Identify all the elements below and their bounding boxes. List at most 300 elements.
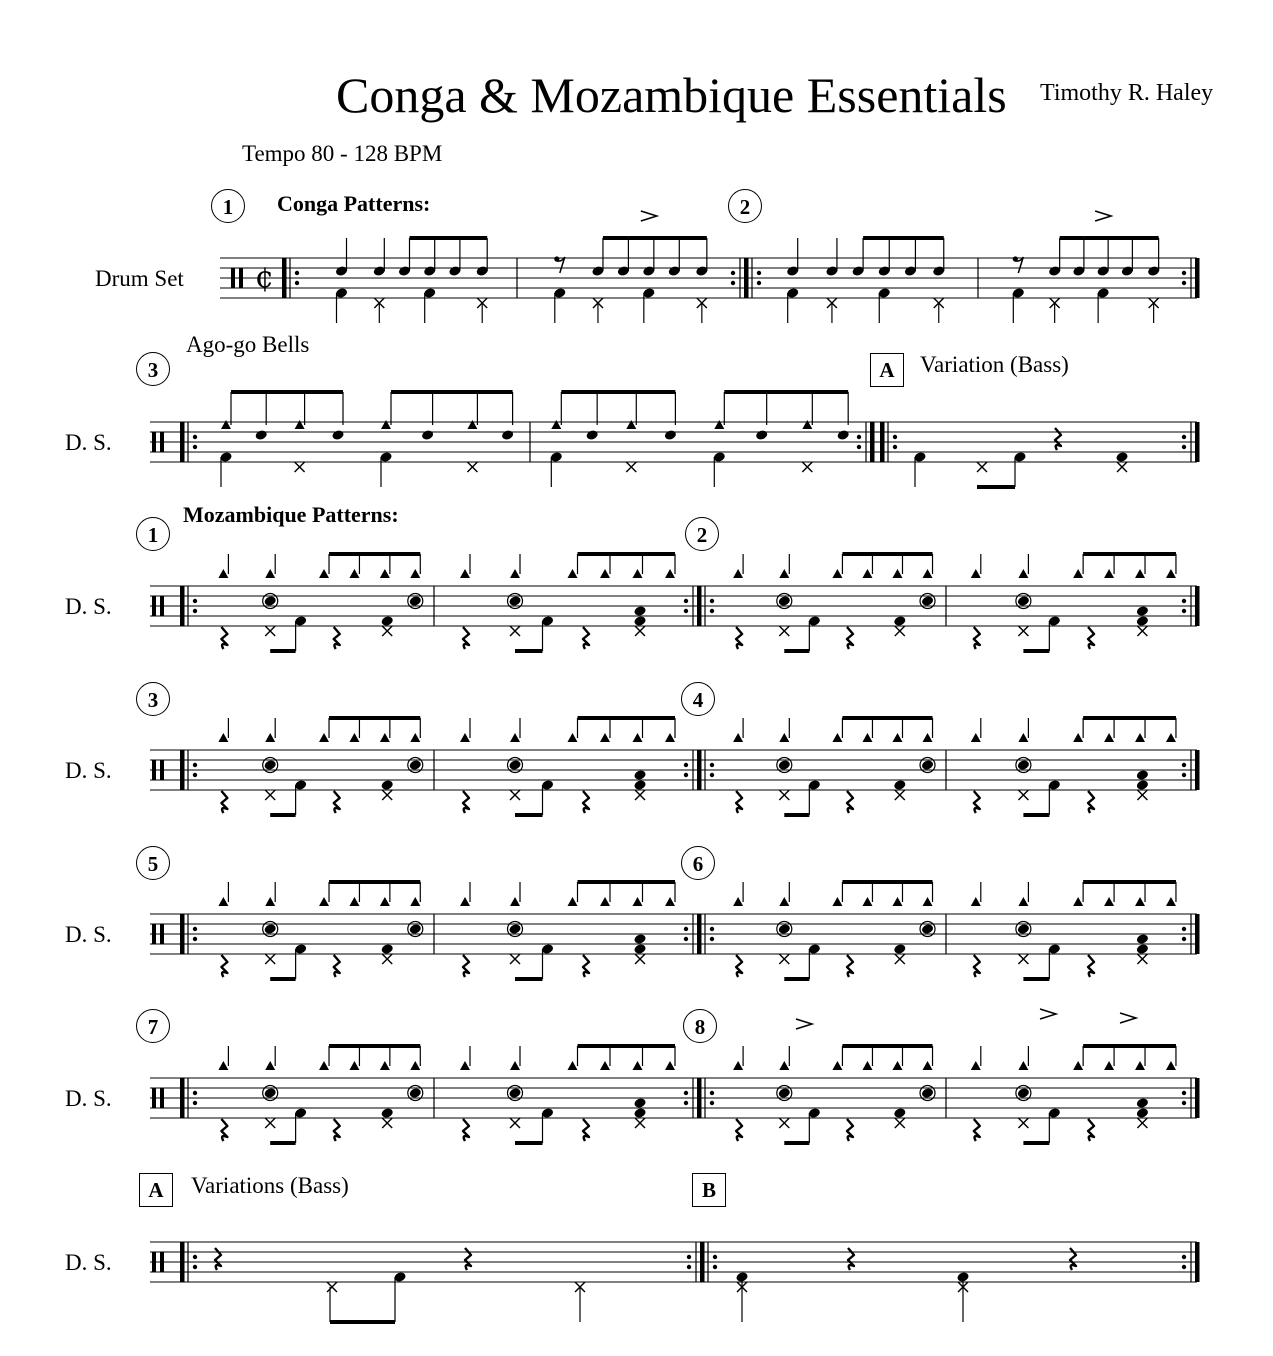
accent-mark: [1040, 1009, 1056, 1019]
triangle-notehead: [218, 569, 228, 578]
quarter-rest: [1070, 1248, 1076, 1270]
repeat-dot: [193, 445, 197, 449]
notehead: [633, 933, 646, 945]
repeat-dot: [684, 609, 688, 613]
triangle-notehead: [265, 1061, 275, 1070]
beam: [1023, 649, 1049, 653]
repeat-dot: [687, 1265, 691, 1269]
repeat-dot: [857, 445, 861, 449]
example-number-moz-8: 8: [683, 1009, 717, 1043]
triangle-notehead: [1166, 1061, 1176, 1070]
quarter-rest: [1055, 428, 1061, 450]
notehead: [508, 759, 521, 771]
quarter-rest: [736, 627, 742, 649]
triangle-notehead: [460, 569, 470, 578]
repeat-dot: [684, 1091, 688, 1095]
example-number-conga-2: 2: [728, 189, 762, 223]
repeat-dot: [1182, 445, 1186, 449]
notehead: [381, 943, 394, 955]
repeat-dot: [1182, 773, 1186, 777]
quarter-rest: [974, 1119, 980, 1141]
triangle-notehead: [714, 420, 724, 429]
quarter-rest: [847, 1119, 853, 1141]
repeat-dot: [710, 1101, 714, 1105]
notehead: [778, 923, 791, 935]
accent-mark: [1095, 211, 1111, 221]
quarter-rest: [583, 955, 589, 977]
triangle-notehead: [832, 733, 842, 742]
accent-mark: [641, 211, 657, 221]
beam: [784, 813, 809, 817]
example-number-moz-7: 7: [136, 1009, 170, 1043]
beam: [1083, 1044, 1176, 1048]
variations-label-bass: Variations (Bass): [191, 1173, 349, 1198]
repeat-dot: [684, 599, 688, 603]
notehead: [331, 429, 344, 441]
triangle-notehead: [802, 420, 812, 429]
beam: [578, 880, 676, 884]
notehead: [921, 923, 934, 935]
quarter-rest: [847, 627, 853, 649]
repeat-dot: [1182, 435, 1186, 439]
beam: [270, 1141, 295, 1145]
notehead: [1017, 1087, 1030, 1099]
beam: [270, 813, 295, 817]
repeat-dot: [193, 435, 197, 439]
rehearsal-mark-moz-a: A: [139, 1173, 173, 1207]
quarter-rest: [974, 791, 980, 813]
repeat-dot: [193, 1101, 197, 1105]
beam: [784, 1141, 809, 1145]
triangle-notehead: [410, 1061, 420, 1070]
repeat-dot: [757, 281, 761, 285]
notehead: [1136, 769, 1149, 781]
triangle-notehead: [265, 569, 275, 578]
section-heading-agogo: Ago-go Bells: [186, 332, 310, 357]
repeat-dot: [710, 609, 714, 613]
example-number-conga-1: 1: [211, 189, 245, 223]
triangle-notehead: [265, 733, 275, 742]
repeat-dot: [710, 927, 714, 931]
triangle-notehead: [460, 733, 470, 742]
triangle-notehead: [832, 1061, 842, 1070]
repeat-dot: [1182, 271, 1186, 275]
notehead: [409, 923, 422, 935]
notehead: [1136, 933, 1149, 945]
triangle-notehead: [733, 733, 743, 742]
triangle-notehead: [319, 897, 329, 906]
quarter-rest: [463, 791, 469, 813]
triangle-notehead: [218, 1061, 228, 1070]
example-number-moz-1: 1: [136, 517, 170, 551]
triangle-notehead: [665, 569, 675, 578]
repeat-dot: [684, 1101, 688, 1105]
quarter-rest: [847, 791, 853, 813]
quarter-rest: [583, 791, 589, 813]
triangle-notehead: [779, 897, 789, 906]
repeat-dot: [757, 271, 761, 275]
quarter-rest: [736, 955, 742, 977]
notehead: [381, 615, 394, 627]
repeat-dot: [193, 1255, 197, 1259]
triangle-notehead: [295, 420, 305, 429]
triangle-notehead: [460, 897, 470, 906]
triangle-notehead: [733, 1061, 743, 1070]
triangle-notehead: [862, 733, 872, 742]
beam: [842, 716, 932, 720]
notehead: [381, 1107, 394, 1119]
repeat-dot: [1182, 1255, 1186, 1259]
triangle-notehead: [568, 1061, 578, 1070]
triangle-notehead: [1135, 1061, 1145, 1070]
repeat-dot: [1182, 1091, 1186, 1095]
repeat-dot: [193, 1265, 197, 1269]
quarter-rest: [1088, 1119, 1094, 1141]
beam: [515, 1141, 543, 1145]
repeat-dot: [893, 445, 897, 449]
triangle-notehead: [892, 1061, 902, 1070]
beam: [863, 236, 944, 240]
triangle-notehead: [1135, 569, 1145, 578]
notehead: [755, 429, 768, 441]
time-signature: ¢: [255, 260, 275, 295]
instrument-label-short: D. S.: [65, 1250, 112, 1275]
repeat-dot: [1182, 763, 1186, 767]
notehead: [633, 769, 646, 781]
triangle-notehead: [349, 733, 359, 742]
triangle-notehead: [319, 1061, 329, 1070]
quarter-rest: [974, 627, 980, 649]
beam: [329, 880, 420, 884]
notehead: [893, 779, 906, 791]
notehead: [264, 595, 277, 607]
notehead: [633, 1097, 646, 1109]
beam: [1023, 1141, 1049, 1145]
triangle-notehead: [1104, 897, 1114, 906]
notehead: [1136, 943, 1149, 955]
notehead: [778, 1087, 791, 1099]
repeat-dot: [710, 937, 714, 941]
triangle-notehead: [1073, 897, 1083, 906]
triangle-notehead: [832, 897, 842, 906]
example-number-moz-6: 6: [681, 846, 715, 880]
notehead: [921, 595, 934, 607]
notehead: [778, 595, 791, 607]
beam: [231, 390, 343, 394]
triangle-notehead: [1166, 733, 1176, 742]
beam: [329, 716, 420, 720]
repeat-dot: [193, 927, 197, 931]
accent-mark: [1120, 1013, 1136, 1023]
quarter-rest: [1088, 627, 1094, 649]
triangle-notehead: [380, 733, 390, 742]
triangle-notehead: [600, 1061, 610, 1070]
triangle-notehead: [1018, 1061, 1028, 1070]
triangle-notehead: [410, 569, 420, 578]
triangle-notehead: [862, 1061, 872, 1070]
triangle-notehead: [1166, 897, 1176, 906]
notehead: [633, 943, 646, 955]
repeat-dot: [684, 937, 688, 941]
triangle-notehead: [551, 420, 561, 429]
triangle-notehead: [410, 733, 420, 742]
notehead: [1017, 759, 1030, 771]
triangle-notehead: [892, 569, 902, 578]
triangle-notehead: [1073, 1061, 1083, 1070]
quarter-rest: [463, 1119, 469, 1141]
triangle-notehead: [510, 733, 520, 742]
quarter-rest: [1088, 955, 1094, 977]
quarter-rest: [463, 955, 469, 977]
quarter-rest: [221, 791, 227, 813]
beam: [1083, 716, 1176, 720]
triangle-notehead: [633, 733, 643, 742]
triangle-notehead: [892, 733, 902, 742]
triangle-notehead: [568, 897, 578, 906]
beam: [515, 813, 543, 817]
repeat-dot: [687, 1255, 691, 1259]
triangle-notehead: [1018, 569, 1028, 578]
instrument-label-full: Drum Set: [95, 266, 184, 291]
quarter-rest: [736, 1119, 742, 1141]
notehead: [508, 595, 521, 607]
repeat-dot: [684, 773, 688, 777]
notehead: [893, 943, 906, 955]
triangle-notehead: [1135, 733, 1145, 742]
beam: [842, 1044, 932, 1048]
triangle-notehead: [319, 733, 329, 742]
beam: [515, 977, 543, 981]
triangle-notehead: [1018, 897, 1028, 906]
section-heading-mozambique: Mozambique Patterns:: [183, 502, 399, 527]
beam: [270, 977, 295, 981]
triangle-notehead: [510, 1061, 520, 1070]
triangle-notehead: [923, 1061, 933, 1070]
quarter-rest: [334, 791, 340, 813]
triangle-notehead: [779, 569, 789, 578]
quarter-rest: [215, 1248, 221, 1270]
beam: [391, 390, 513, 394]
section-heading-conga: Conga Patterns:: [277, 191, 431, 216]
accent-mark: [796, 1019, 812, 1029]
triangle-notehead: [600, 733, 610, 742]
notehead: [893, 1107, 906, 1119]
repeat-dot: [710, 1091, 714, 1095]
triangle-notehead: [1104, 569, 1114, 578]
repeat-dot: [857, 435, 861, 439]
notehead: [409, 1087, 422, 1099]
repeat-dot: [684, 763, 688, 767]
beam: [561, 390, 675, 394]
instrument-label-short: D. S.: [65, 1086, 112, 1111]
triangle-notehead: [633, 569, 643, 578]
notehead: [421, 429, 434, 441]
repeat-dot: [193, 763, 197, 767]
notehead: [409, 759, 422, 771]
notehead: [633, 1107, 646, 1119]
beam: [784, 977, 809, 981]
notehead: [1136, 605, 1149, 617]
beam: [1060, 236, 1084, 240]
triangle-notehead: [626, 420, 636, 429]
notehead: [633, 615, 646, 627]
notehead: [1136, 779, 1149, 791]
triangle-notehead: [319, 569, 329, 578]
triangle-notehead: [1073, 733, 1083, 742]
beam: [330, 1320, 395, 1324]
repeat-dot: [1182, 1265, 1186, 1269]
notehead: [1017, 923, 1030, 935]
quarter-rest: [848, 1248, 854, 1270]
repeat-dot: [193, 599, 197, 603]
triangle-notehead: [779, 733, 789, 742]
triangle-notehead: [600, 569, 610, 578]
triangle-notehead: [665, 733, 675, 742]
quarter-rest: [583, 1119, 589, 1141]
example-number-moz-5: 5: [136, 846, 170, 880]
beam: [578, 1044, 676, 1048]
triangle-notehead: [779, 1061, 789, 1070]
beam: [977, 485, 1015, 489]
notehead: [633, 605, 646, 617]
beam: [628, 236, 706, 240]
notehead: [264, 1087, 277, 1099]
quarter-rest: [221, 1119, 227, 1141]
repeat-dot: [710, 599, 714, 603]
example-number-moz-3: 3: [136, 682, 170, 716]
triangle-notehead: [971, 897, 981, 906]
score-title: Conga & Mozambique Essentials: [336, 67, 1007, 123]
notehead: [633, 779, 646, 791]
beam: [1083, 880, 1176, 884]
triangle-notehead: [218, 897, 228, 906]
instrument-label-short: D. S.: [65, 430, 112, 455]
quarter-rest: [736, 791, 742, 813]
notehead: [1017, 595, 1030, 607]
triangle-notehead: [510, 569, 520, 578]
triangle-notehead: [349, 569, 359, 578]
triangle-notehead: [600, 897, 610, 906]
notehead: [921, 1087, 934, 1099]
quarter-rest: [974, 955, 980, 977]
notehead: [585, 429, 598, 441]
repeat-dot: [713, 1255, 717, 1259]
beam: [1084, 236, 1159, 240]
quarter-rest: [221, 955, 227, 977]
triangle-notehead: [923, 733, 933, 742]
quarter-rest: [463, 627, 469, 649]
triangle-notehead: [862, 569, 872, 578]
notehead: [1115, 451, 1128, 463]
quarter-rest: [334, 955, 340, 977]
instrument-label-short: D. S.: [65, 922, 112, 947]
triangle-notehead: [633, 897, 643, 906]
triangle-notehead: [1135, 897, 1145, 906]
beam: [329, 1044, 420, 1048]
beam: [603, 236, 628, 240]
repeat-dot: [731, 271, 735, 275]
notehead: [508, 923, 521, 935]
notehead: [381, 779, 394, 791]
triangle-notehead: [460, 1061, 470, 1070]
triangle-notehead: [221, 420, 231, 429]
repeat-dot: [193, 609, 197, 613]
repeat-dot: [193, 1091, 197, 1095]
repeat-dot: [684, 927, 688, 931]
beam: [842, 552, 932, 556]
triangle-notehead: [381, 420, 391, 429]
triangle-notehead: [892, 897, 902, 906]
notehead: [409, 595, 422, 607]
example-number-moz-4: 4: [681, 682, 715, 716]
triangle-notehead: [1166, 569, 1176, 578]
beam: [578, 552, 676, 556]
repeat-dot: [1182, 927, 1186, 931]
variation-label-bass: Variation (Bass): [920, 352, 1069, 377]
beam: [784, 649, 809, 653]
triangle-notehead: [349, 1061, 359, 1070]
beam: [578, 716, 676, 720]
notehead: [893, 615, 906, 627]
triangle-notehead: [218, 733, 228, 742]
instrument-label-short: D. S.: [65, 758, 112, 783]
repeat-dot: [193, 773, 197, 777]
triangle-notehead: [1018, 733, 1028, 742]
triangle-notehead: [971, 733, 981, 742]
example-number-moz-2: 2: [685, 517, 719, 551]
repeat-dot: [1182, 937, 1186, 941]
tempo-marking: Tempo 80 - 128 BPM: [242, 141, 443, 166]
quarter-rest: [334, 1119, 340, 1141]
triangle-notehead: [665, 897, 675, 906]
triangle-notehead: [971, 1061, 981, 1070]
beam: [270, 649, 295, 653]
repeat-dot: [1182, 609, 1186, 613]
notehead: [508, 1087, 521, 1099]
notehead: [264, 923, 277, 935]
beam: [329, 552, 420, 556]
notehead: [501, 429, 514, 441]
triangle-notehead: [265, 897, 275, 906]
triangle-notehead: [832, 569, 842, 578]
rehearsal-mark-conga-a: A: [870, 353, 904, 387]
repeat-dot: [1182, 281, 1186, 285]
triangle-notehead: [971, 569, 981, 578]
triangle-notehead: [733, 897, 743, 906]
repeat-dot: [893, 435, 897, 439]
quarter-rest: [334, 627, 340, 649]
notehead: [255, 429, 268, 441]
triangle-notehead: [568, 569, 578, 578]
triangle-notehead: [380, 897, 390, 906]
triangle-notehead: [923, 569, 933, 578]
quarter-rest: [583, 627, 589, 649]
triangle-notehead: [380, 569, 390, 578]
notehead: [664, 429, 677, 441]
triangle-notehead: [1104, 733, 1114, 742]
notehead: [836, 429, 849, 441]
repeat-dot: [1182, 599, 1186, 603]
triangle-notehead: [1104, 1061, 1114, 1070]
quarter-rest: [465, 1248, 471, 1270]
triangle-notehead: [568, 733, 578, 742]
notehead: [778, 759, 791, 771]
repeat-dot: [713, 1265, 717, 1269]
beam: [515, 649, 543, 653]
triangle-notehead: [510, 897, 520, 906]
quarter-rest: [221, 627, 227, 649]
triangle-notehead: [467, 420, 477, 429]
